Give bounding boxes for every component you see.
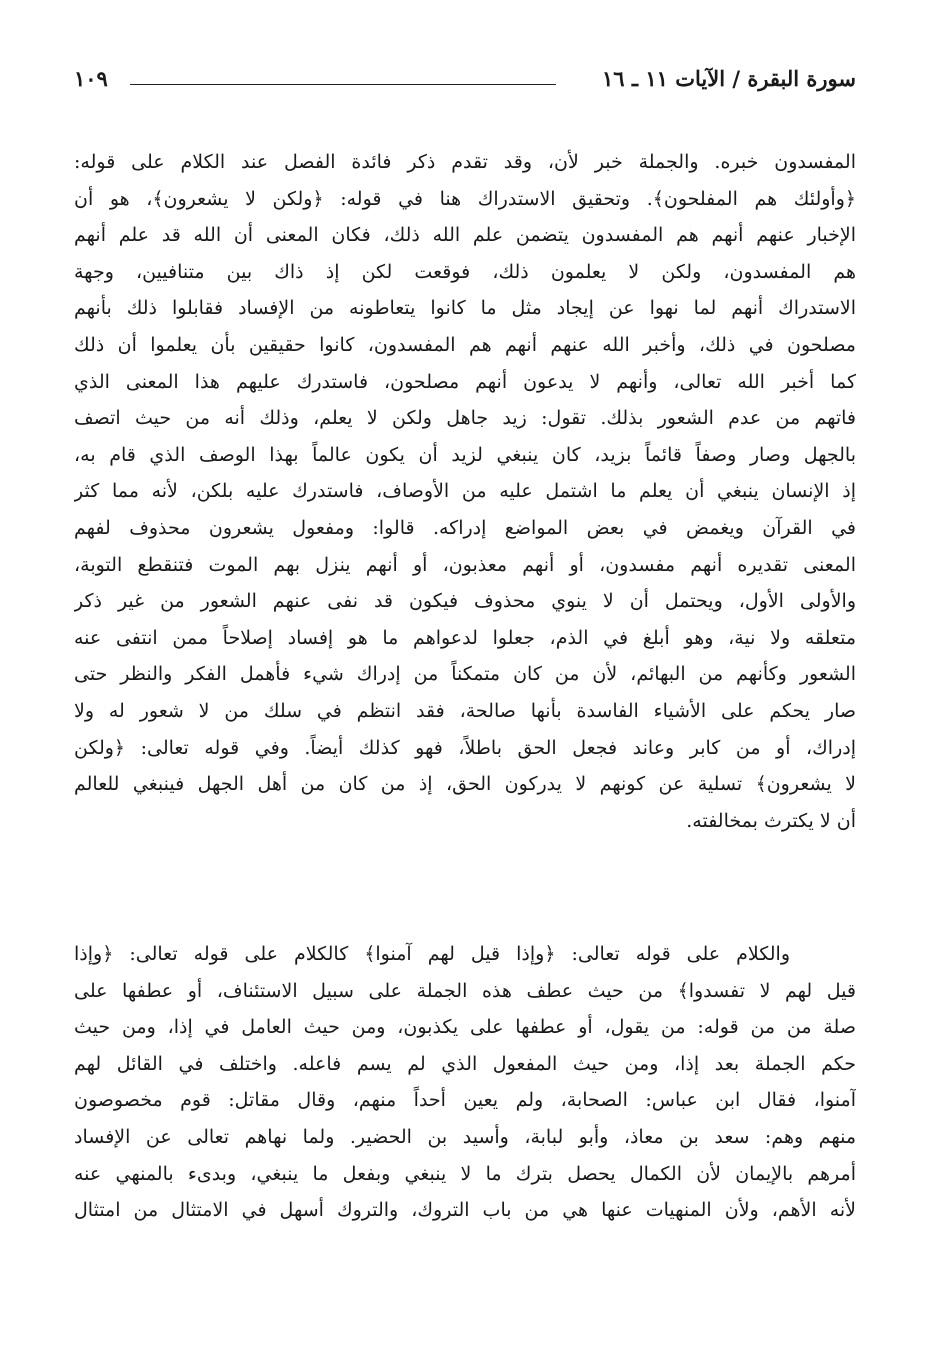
text-line: والأولى الأول، ويحتمل أن لا ينوي محذوف فيكون قد نفى عنهم الشعور من غير ذكر [74, 590, 856, 613]
text-line: إدراك، أو من كابر وعاند فجعل الحق باطلاً، فهو كذلك أيضاً. وفي قوله تعالى: ﴿ولكن [74, 736, 856, 759]
text-line: آمنوا، فقال ابن عباس: الصحابة، ولم يعين أحداً منهم، وقال مقاتل: قوم مخصوصون [74, 1089, 856, 1112]
text-line: الشعور وكأنهم من البهائم، لأن من كان متمكناً من إدراك شيء فأهمل الفكر والنظر حتى [74, 663, 856, 686]
text-line: إذ الإنسان ينبغي أن يعلم ما اشتمل عليه من الأوصاف، فاستدرك عليه بلكن، لأنه مما كثر [74, 480, 856, 503]
text-line: في القرآن ويغمض في بعض المواضع إدراكه. قالوا: ومفعول يشعرون محذوف لفهم [74, 516, 856, 539]
text-line: أمرهم بالإيمان لأن الكمال يحصل بترك ما لا ينبغي وبفعل ما ينبغي، وبدىء بالمنهي عنه [74, 1162, 856, 1185]
text-line: أن لا يكترث بمخالفته. [686, 809, 856, 832]
text-line: صلة من من قوله: من يقول، أو عطفها على يكذبون، ومن حيث العامل في إذا، ومن حيث [74, 1016, 856, 1039]
text-line: بالجهل وصار وصفاً قائماً بزيد، كان ينبغي لزيد أن يكون عالماً بهذا الوصف الذي قام به، [74, 443, 856, 466]
page-number: ١٠٩ [74, 66, 108, 91]
text-line: لأنه الأهم، ولأن المنهيات عنها هي من باب التروك، والتروك أسهل في الامتثال من امتثال [74, 1199, 856, 1222]
text-line: كما أخبر الله تعالى، وأنهم لا يدعون أنهم مصلحون، فاستدرك عليهم هذا المعنى الذي [74, 370, 856, 393]
text-line: حكم الجملة بعد إذا، ومن حيث المفعول الذي لم يسم فاعله. واختلف في القائل لهم [74, 1052, 856, 1075]
text-line: المعنى تقديره أنهم مفسدون، أو أنهم معذبون، أو أنهم ينزل بهم الموت فتنقطع التوبة، [74, 553, 856, 576]
text-line: هم المفسدون، ولكن لا يعلمون ذلك، فوقعت لكن إذ ذاك بين متنافيين، وجهة [74, 260, 856, 283]
text-line: منهم وهم: سعد بن معاذ، وأبو لبابة، وأسيد بن الحضير. ولما نهاهم تعالى عن الإفساد [74, 1125, 856, 1148]
paragraph-2 [74, 936, 856, 1229]
text-line: الإخبار عنهم أنهم هم المفسدون يتضمن علم الله ذلك، فكان المعنى أن الله قد علم أنهم [74, 224, 856, 247]
header-rule [130, 84, 556, 85]
paragraph-1 [74, 144, 856, 839]
chapter-title: سورة البقرة / الآيات ١١ ـ ١٦ [601, 66, 856, 91]
text-line: صار يحكم على الأشياء الفاسدة بأنها صالحة، فقد انتظم في سلك من لا شعور له ولا [74, 699, 856, 722]
text-line: المفسدون خبره. والجملة خبر لأن، وقد تقدم ذكر فائدة الفصل عند الكلام على قوله: [74, 151, 856, 173]
text-line: الاستدراك أنهم لما نهوا عن إيجاد مثل ما كانوا يتعاطونه من الإفساد فقابلوا ذلك بأنهم [74, 297, 856, 320]
text-line: متعلقه ولا نية، وهو أبلغ في الذم، جعلوا لدعواهم ما هو إفساد إصلاحاً ممن انتفى عنه [74, 626, 856, 649]
text-line: ﴿وأولئك هم المفلحون﴾. وتحقيق الاستدراك هنا في قوله: ﴿ولكن لا يشعرون﴾، هو أن [74, 187, 856, 210]
text-line: مصلحون في ذلك، وأخبر الله عنهم أنهم هم المفسدون، كانوا حقيقين بأن يعلموا أن ذلك [74, 333, 856, 356]
running-header [74, 62, 856, 102]
text-line: فاتهم من عدم الشعور بذلك. تقول: زيد جاهل ولكن لا يعلم، وذلك أنه من حيث اتصف [74, 407, 856, 430]
text-line: والكلام على قوله تعالى: ﴿وإذا قيل لهم آمنوا﴾ كالكلام على قوله تعالى: ﴿وإذا [74, 943, 790, 965]
text-line: لا يشعرون﴾ تسلية عن كونهم لا يدركون الحق، إذ من كان من أهل الجهل فينبغي للعالم [74, 773, 856, 796]
text-line: قيل لهم لا تفسدوا﴾ من حيث عطف هذه الجملة على سبيل الاستئناف، أو عطفها على [74, 979, 856, 1002]
